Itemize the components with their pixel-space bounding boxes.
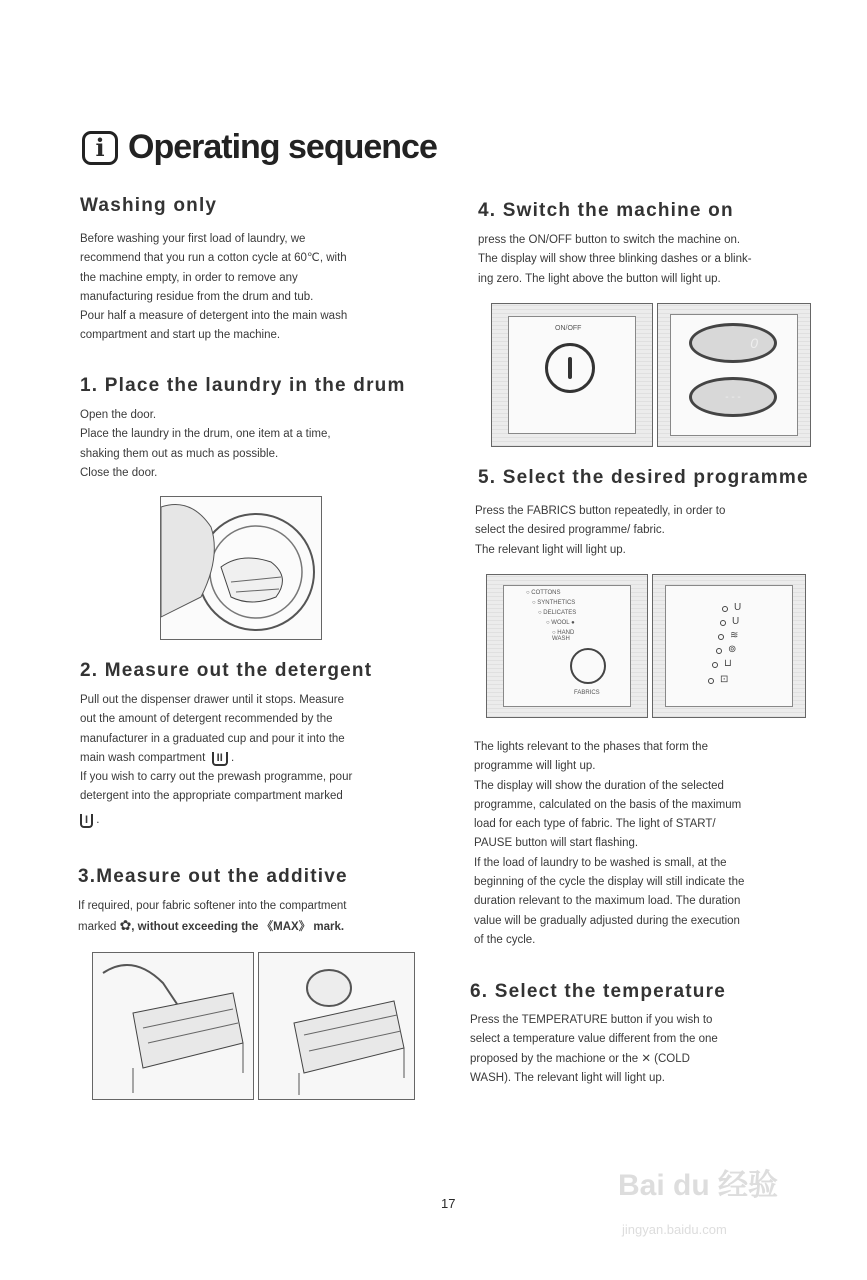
- fabrics-button[interactable]: [570, 648, 606, 684]
- step6-heading: 6. Select the temperature: [470, 981, 726, 1002]
- rinse-phase-icon: ≋: [730, 630, 739, 641]
- fabric-label-synthetics: ○ SYNTHETICS: [532, 600, 576, 606]
- phase-light-1: [722, 606, 728, 612]
- phase-light-4: [716, 648, 722, 654]
- step5-body: The lights relevant to the phases that form the programme will light up. The display will show the duration of the selected programme, calculated on the basis of the maximum load for each type of fabric. The light of START/ PAUSE button will start flashing. If the load of laundry to be washed is small, at the beginning of the cycle the display will still indicate the duration relevant to the maximum load. The duration value will be gradually adjusted during the execution of the cycle.: [474, 741, 745, 946]
- step3-text: If required, pour fabric softener into the compartment marked ✿, without exceeding the 《MAX》 mark.: [78, 900, 347, 934]
- drawer-illustration-1: [92, 952, 254, 1100]
- step1-heading: 1. Place the laundry in the drum: [80, 375, 406, 396]
- step5-text: Press the FABRICS button repeatedly, in order to select the desired programme/ fabric. The relevant light will light up.: [475, 505, 726, 556]
- phase-lights-panel: [652, 574, 806, 718]
- step2-text: Pull out the dispenser drawer until it stops. Measure out the amount of detergent recommended by the manufacturer in a graduated cup and pour it into the main wash compartment II . If you wish to carry out the prewash programme, pour detergent into the appropriate compartment marked I .: [80, 694, 353, 826]
- display-panel: [657, 303, 811, 447]
- fabric-label-hand-wash: ○ HAND WASH: [552, 630, 575, 642]
- step5-heading: 5. Select the desired programme: [478, 467, 809, 488]
- end-phase-icon: ⊡: [720, 674, 729, 685]
- step4-heading: 4. Switch the machine on: [478, 200, 734, 221]
- step1-text: Open the door. Place the laundry in the drum, one item at a time, shaking them out as much as possible. Close the door.: [80, 409, 331, 479]
- phase-lights-inner: [665, 585, 793, 707]
- phase-light-6: [708, 678, 714, 684]
- onoff-panel: [491, 303, 653, 447]
- info-icon: i: [82, 131, 118, 165]
- page-title-text: Operating sequence: [128, 128, 437, 166]
- drum-drawing: [161, 497, 321, 639]
- step6-text: Press the TEMPERATURE button if you wish to select a temperature value different from the one proposed by the machione or the ✕ (COLD WASH). The relevant light will light up.: [470, 1014, 718, 1084]
- display-dashes: - - -: [689, 377, 777, 417]
- display-panel-inner: [670, 314, 798, 436]
- step4-text: press the ON/OFF button to switch the machine on. The display will show three blinking dashes or a blink- ing zero. The light above the button will light up.: [478, 234, 752, 285]
- onoff-label: ON/OFF: [555, 325, 582, 332]
- drawer-drawing-1: [93, 953, 253, 1099]
- step3-heading: 3.Measure out the additive: [78, 866, 348, 887]
- fabric-label-cottons: ○ COTTONS: [526, 590, 561, 596]
- watermark-logo: Bai du 经验: [618, 1169, 779, 1202]
- onoff-panel-inner: [508, 316, 636, 434]
- wash-phase-icon: U: [732, 616, 740, 627]
- prewash-phase-icon: U: [734, 602, 742, 613]
- drain-phase-icon: ⊔: [724, 658, 732, 669]
- fabric-label-wool: ○ WOOL ●: [546, 620, 575, 626]
- drawer-drawing-2: [259, 953, 414, 1099]
- step2-heading: 2. Measure out the detergent: [80, 660, 373, 681]
- fabrics-panel: [486, 574, 648, 718]
- page-number: 17: [441, 1196, 456, 1211]
- watermark-url: jingyan.baidu.com: [622, 1222, 727, 1237]
- drum-illustration: [160, 496, 322, 640]
- main-wash-compartment-icon: II: [212, 752, 228, 766]
- washing-only-text: Before washing your first load of laundry, we recommend that you run a cotton cycle at 60℃, with the machine empty, in order to remove any manufacturing residue from the drum and tub. Pour half a measure of detergent into the main wash compartment and start up the machine.: [80, 233, 348, 342]
- fabrics-panel-inner: [503, 585, 631, 707]
- fabrics-button-label: FABRICS: [574, 690, 600, 696]
- display-zero: 0: [689, 323, 777, 363]
- softener-icon: ✿: [119, 917, 132, 934]
- prewash-compartment-icon: I: [80, 814, 93, 828]
- power-icon: [568, 357, 572, 379]
- fabric-label-delicates: ○ DELICATES: [538, 610, 577, 616]
- page-title: [82, 128, 437, 167]
- drawer-illustration-2: [258, 952, 415, 1100]
- phase-light-2: [720, 620, 726, 626]
- onoff-button[interactable]: [545, 343, 595, 393]
- spin-phase-icon: ⊚: [728, 644, 737, 655]
- phase-light-5: [712, 662, 718, 668]
- phase-light-3: [718, 634, 724, 640]
- washing-only-heading: Washing only: [80, 195, 218, 216]
